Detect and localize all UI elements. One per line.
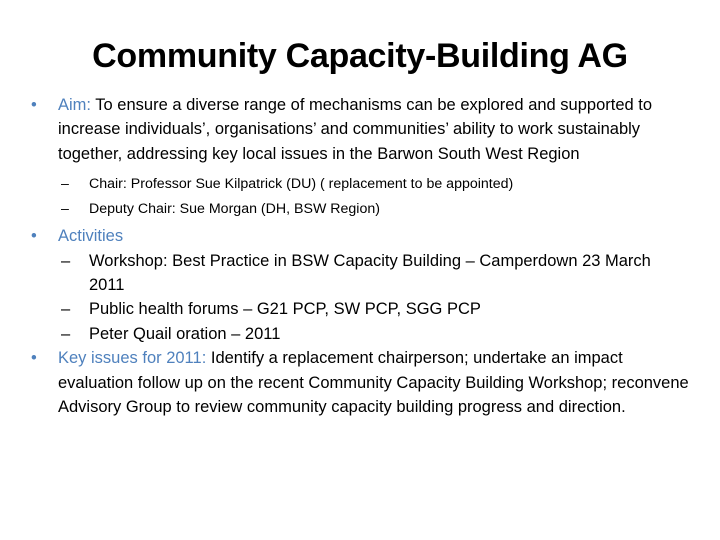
dash-icon: – <box>61 300 71 319</box>
activity-text: Public health forums – G21 PCP, SW PCP, SGG PCP <box>89 300 481 319</box>
aim-text: To ensure a diverse range of mechanisms can be explored and supported to increase individuals’, organisations’ and communities’ ability to work sustainably together, addressing key local issues in the Barwon South West Region <box>58 96 653 163</box>
activity-oration <box>29 322 689 346</box>
bullet-icon: • <box>31 349 37 368</box>
bullet-icon: • <box>31 96 37 114</box>
bullet-icon: • <box>31 227 37 246</box>
bullet-aim <box>29 93 689 166</box>
subitem-text: Chair: Professor Sue Kilpatrick (DU) ( replacement to be appointed) <box>89 176 514 193</box>
activity-text: Peter Quail oration – 2011 <box>89 324 281 343</box>
activity-workshop <box>29 249 689 298</box>
subitem-text: Deputy Chair: Sue Morgan (DH, BSW Region) <box>89 200 380 217</box>
key-issues-text: Identify a replacement chairperson; undertake an impact evaluation follow up on the recent Community Capacity Building Workshop; reconvene Advisory Group to review community capacity building progress and direction. <box>58 349 689 417</box>
dash-icon: – <box>61 324 71 343</box>
dash-icon: – <box>61 251 71 270</box>
subitem-chair <box>29 172 689 197</box>
aim-text-block <box>58 93 689 166</box>
activity-text: Workshop: Best Practice in BSW Capacity Building – Camperdown 23 March 2011 <box>89 251 651 295</box>
dash-icon: – <box>61 176 69 193</box>
dash-icon: – <box>61 200 69 217</box>
activities-label: Activities <box>58 227 124 246</box>
bullet-key-issues <box>29 346 689 419</box>
aim-label: Aim: <box>58 96 91 114</box>
slide-body <box>29 93 689 419</box>
slide-title: Community Capacity-Building AG <box>92 37 628 75</box>
key-issues-label: Key issues for 2011: <box>58 349 207 368</box>
key-issues-text-block <box>58 346 689 419</box>
subitem-deputy-chair <box>29 197 689 222</box>
bullet-activities <box>29 224 689 248</box>
activity-public-health-forums <box>29 297 689 321</box>
